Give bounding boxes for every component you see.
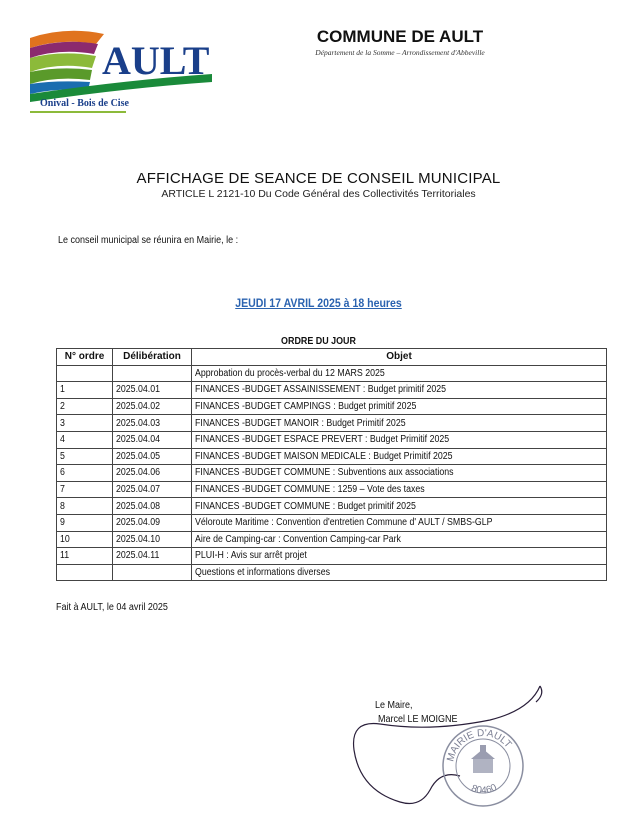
logo-text: AULT bbox=[102, 38, 210, 83]
row-objet: Approbation du procès-verbal du 12 MARS 2025 bbox=[192, 365, 607, 382]
row-objet: FINANCES -BUDGET MAISON MEDICALE : Budget Primitif 2025 bbox=[192, 448, 607, 465]
stamp-top-text: MAIRIE D'AULT bbox=[445, 727, 514, 763]
row-delib: 2025.04.04 bbox=[113, 431, 192, 448]
row-num: 9 bbox=[57, 514, 113, 531]
row-delib: 2025.04.11 bbox=[113, 548, 192, 565]
agenda-table bbox=[56, 348, 607, 581]
row-objet: FINANCES -BUDGET ESPACE PREVERT : Budget Primitif 2025 bbox=[192, 431, 607, 448]
row-num: 1 bbox=[57, 382, 113, 399]
logo-tagline: Onival - Bois de Cise bbox=[40, 98, 129, 109]
table-row bbox=[57, 448, 607, 465]
row-objet: FINANCES -BUDGET MANOIR : Budget Primitif 2025 bbox=[192, 415, 607, 432]
row-objet: FINANCES -BUDGET COMMUNE : Budget primitif 2025 bbox=[192, 498, 607, 515]
agenda-title: ORDRE DU JOUR bbox=[281, 335, 356, 347]
row-delib: 2025.04.05 bbox=[113, 448, 192, 465]
table-header-row bbox=[57, 349, 607, 366]
row-delib: 2025.04.02 bbox=[113, 398, 192, 415]
meeting-date: JEUDI 17 AVRIL 2025 à 18 heures bbox=[235, 296, 402, 310]
table-row bbox=[57, 498, 607, 515]
row-delib bbox=[113, 564, 192, 581]
table-row bbox=[57, 431, 607, 448]
mayor-label: Le Maire, bbox=[375, 700, 413, 711]
table-row bbox=[57, 548, 607, 565]
row-delib: 2025.04.06 bbox=[113, 465, 192, 482]
table-row bbox=[57, 365, 607, 382]
table-row bbox=[57, 481, 607, 498]
row-delib: 2025.04.07 bbox=[113, 481, 192, 498]
row-num: 10 bbox=[57, 531, 113, 548]
stamp-bottom-text: 80460 bbox=[469, 782, 499, 797]
commune-title: COMMUNE DE AULT bbox=[316, 27, 484, 46]
row-objet: Aire de Camping-car : Convention Camping-car Park bbox=[192, 531, 607, 548]
row-num: 7 bbox=[57, 481, 113, 498]
table-row bbox=[57, 415, 607, 432]
table-row bbox=[57, 514, 607, 531]
header-delib: Délibération bbox=[113, 349, 192, 366]
table-row bbox=[57, 398, 607, 415]
row-objet: Questions et informations diverses bbox=[192, 564, 607, 581]
intro-text: Le conseil municipal se réunira en Mairie, le : bbox=[58, 235, 239, 246]
row-delib: 2025.04.08 bbox=[113, 498, 192, 515]
row-num: 6 bbox=[57, 465, 113, 482]
row-delib bbox=[113, 365, 192, 382]
row-objet: Véloroute Maritime : Convention d'entretien Commune d' AULT / SMBS-GLP bbox=[192, 514, 607, 531]
row-num: 8 bbox=[57, 498, 113, 515]
row-objet: FINANCES -BUDGET COMMUNE : Subventions aux associations bbox=[192, 465, 607, 482]
row-objet: PLUI-H : Avis sur arrêt projet bbox=[192, 548, 607, 565]
row-num: 5 bbox=[57, 448, 113, 465]
row-objet: FINANCES -BUDGET ASSAINISSEMENT : Budget primitif 2025 bbox=[192, 382, 607, 399]
row-delib: 2025.04.09 bbox=[113, 514, 192, 531]
table-row bbox=[57, 531, 607, 548]
mairie-stamp bbox=[440, 723, 526, 809]
row-num: 11 bbox=[57, 548, 113, 565]
row-num: 2 bbox=[57, 398, 113, 415]
row-objet: FINANCES -BUDGET CAMPINGS : Budget primitif 2025 bbox=[192, 398, 607, 415]
table-row bbox=[57, 465, 607, 482]
row-delib: 2025.04.03 bbox=[113, 415, 192, 432]
row-delib: 2025.04.10 bbox=[113, 531, 192, 548]
row-objet: FINANCES -BUDGET COMMUNE : 1259 – Vote des taxes bbox=[192, 481, 607, 498]
row-delib: 2025.04.01 bbox=[113, 382, 192, 399]
row-num bbox=[57, 564, 113, 581]
row-num: 3 bbox=[57, 415, 113, 432]
table-row bbox=[57, 564, 607, 581]
signoff-text: Fait à AULT, le 04 avril 2025 bbox=[56, 602, 168, 613]
document-title: AFFICHAGE DE SEANCE DE CONSEIL MUNICIPAL bbox=[136, 170, 501, 187]
commune-subtitle: Département de la Somme – Arrondissement d'Abbeville bbox=[315, 48, 485, 57]
mayor-name: Marcel LE MOIGNE bbox=[378, 714, 458, 725]
document-article: ARTICLE L 2121-10 Du Code Général des Collectivités Territoriales bbox=[161, 188, 476, 200]
row-num bbox=[57, 365, 113, 382]
row-num: 4 bbox=[57, 431, 113, 448]
commune-logo bbox=[26, 22, 216, 118]
table-row bbox=[57, 382, 607, 399]
header-objet: Objet bbox=[192, 349, 607, 366]
header-num: N° ordre bbox=[57, 349, 113, 366]
